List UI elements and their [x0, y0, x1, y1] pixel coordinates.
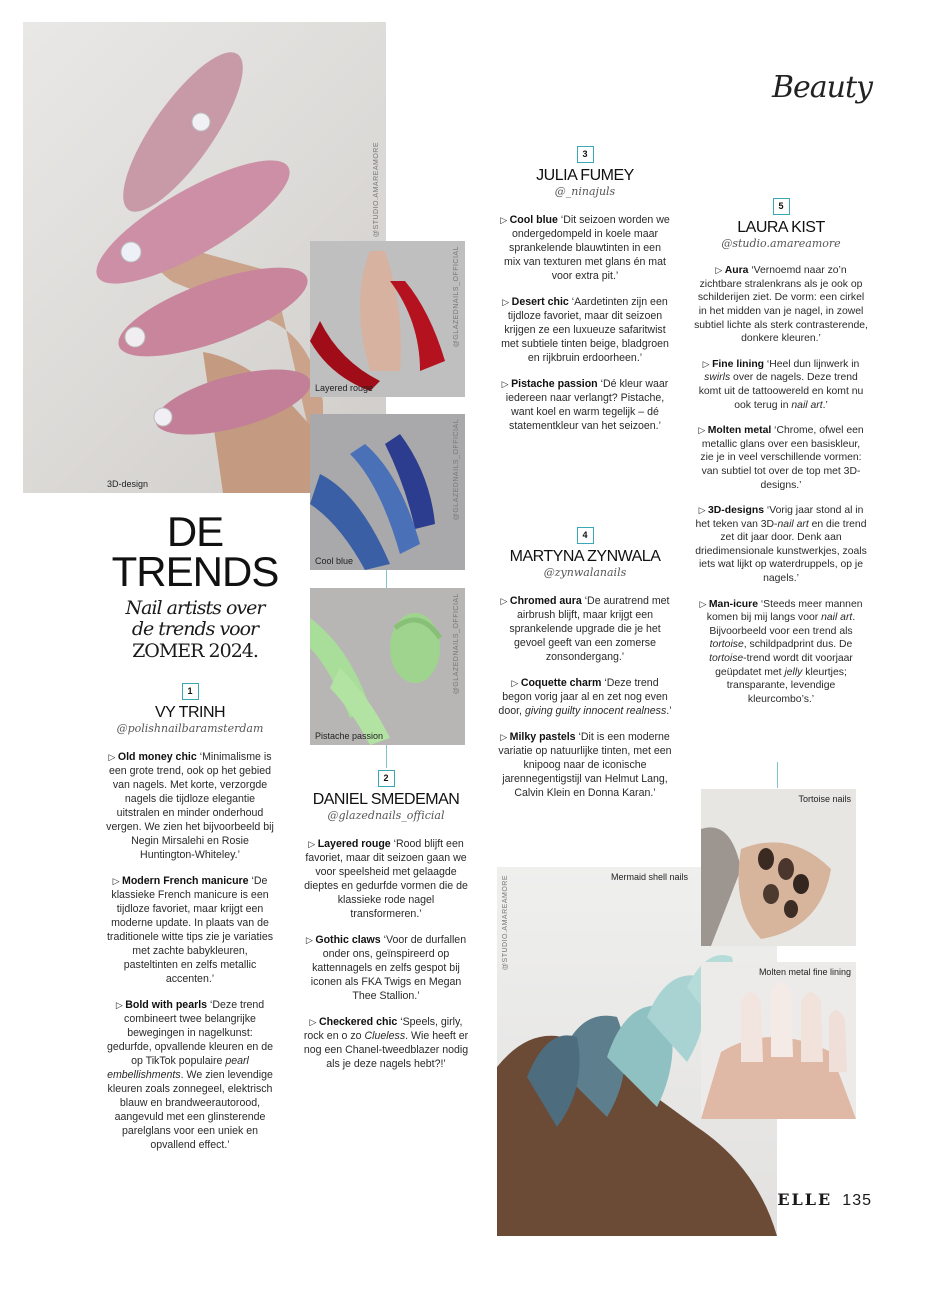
trend-item: ▷ Cool blue ‘Dit seizoen worden we ondergedompeld in koele maar sprankelende blauwtinten in een mix van texturen met glans én mat voor extra pit.’ [500, 214, 670, 282]
headline-line1: DE [166, 508, 224, 555]
nail-illustration [310, 588, 465, 745]
triangle-icon: ▷ [309, 1017, 319, 1027]
triangle-icon: ▷ [308, 839, 318, 849]
triangle-icon: ▷ [501, 379, 512, 389]
triangle-icon: ▷ [702, 358, 713, 369]
trend-item: ▷ Milky pastels ‘Dit is een moderne variatie op natuurlijke tinten, met een knipoog naar de iconische jarennegentigstijl van Helmut Lang, Calvin Klein en Donna Karan.’ [498, 731, 672, 799]
photo-cool-blue [310, 414, 465, 570]
triangle-icon: ▷ [511, 678, 521, 688]
artist-4-column [497, 527, 673, 812]
artist-3-column [500, 146, 670, 445]
caption-molten-metal: Molten metal fine lining [758, 967, 851, 977]
trend-item: ▷ Modern French manicure ‘De klassieke French manicure is een tijdloze favoriet, maar krijgt een moderne update. In plaats van de traditionele witte tips zie je variaties met zachte babykleuren, pasteltinten en zelfs metallic accenten.’ [106, 875, 274, 985]
credit-main-photo: @STUDIO.AMAREAMORE [373, 142, 380, 238]
hand-illustration [701, 962, 856, 1119]
triangle-icon: ▷ [500, 215, 510, 225]
caption-cool-blue: Cool blue [315, 556, 354, 566]
artist-handle: @studio.amareamore [721, 236, 841, 250]
nail-illustration [310, 241, 465, 397]
headline-sub1: Nail artists over [125, 597, 265, 619]
triangle-icon: ▷ [698, 505, 709, 516]
artist-handle: @glazednails_official [327, 809, 445, 822]
footer-folio [777, 1190, 872, 1210]
artist-number-badge: 2 [378, 770, 395, 787]
triangle-icon: ▷ [502, 297, 512, 307]
headline-block [104, 508, 286, 662]
trend-item: ▷ Coquette charm ‘Deze trend begon vorig jaar al en zet nog even door, giving guilty innocent realness.’ [498, 677, 672, 717]
section-title: Beauty [771, 70, 872, 105]
credit-pistache-passion: @GLAZEDNAILS_OFFICIAL [453, 593, 460, 695]
trend-item: ▷ Desert chic ‘Aardetinten zijn een tijdloze favoriet, maar dit seizoen krijgen ze een luxueuze safaritwist met subtiele tinten beige, bladgroen en rijkbruin erdoorheen.’ [501, 296, 669, 364]
artist-handle: @_ninajuls [554, 185, 616, 198]
footer-brand: ELLE [777, 1190, 833, 1209]
artist-name: LAURA KIST [737, 219, 825, 236]
photo-pistache-passion [310, 588, 465, 745]
caption-tortoise-nails: Tortoise nails [798, 794, 851, 804]
trend-item: ▷ Bold with pearls ‘Deze trend combineert twee belangrijke bewegingen in nagelkunst: gedurfde, opvallende kleuren en de op TikTok populaire pearl embellishments. We zien levendige kleuren zoals zonnegeel, elektrisch blauw en brandweerautorood, aangevuld met een glinsterende parelglans voor een uniek en opvallend effect.’ [106, 999, 274, 1151]
triangle-icon: ▷ [112, 876, 122, 886]
headline-line2: TRENDS [111, 548, 279, 595]
headline-sub3: ZOMER 2024. [132, 640, 258, 662]
artist-1-column [104, 683, 276, 1164]
triangle-icon: ▷ [108, 752, 118, 762]
caption-mermaid-shell-nails: Mermaid shell nails [611, 872, 689, 882]
trend-item: ▷ Chromed aura ‘De auratrend met airbrush blijft, maar krijgt een sprankelende upgrade die je het gevoel geeft van een zomerse zonsondergang.’ [500, 595, 670, 663]
credit-layered-rouge: @GLAZEDNAILS_OFFICIAL [453, 246, 460, 348]
triangle-icon: ▷ [500, 732, 510, 742]
footer-page-number: 135 [842, 1192, 872, 1209]
photo-molten-metal-fine-lining [701, 962, 856, 1119]
artist-handle: @zynwalanails [543, 566, 627, 579]
credit-cool-blue: @GLAZEDNAILS_OFFICIAL [453, 419, 460, 521]
artist-5-column [694, 198, 868, 718]
nail-illustration [310, 414, 465, 570]
artist-number-badge: 5 [773, 198, 790, 215]
trend-item: ▷ Fine lining ‘Heel dun lijnwerk in swirls over de nagels. Deze trend komt uit de tattoowereld en komt nu ook terug in nail art.’ [698, 358, 864, 411]
artist-number-badge: 4 [577, 527, 594, 544]
trend-item: ▷ Checkered chic ‘Speels, girly, rock en o zo Clueless. Wie heeft er nog een Chanel-tweedblazer nodig als je deze nagels hebt?!’ [303, 1016, 469, 1070]
trend-item: ▷ 3D-designs ‘Vorig jaar stond al in het teken van 3D-nail art en die trend zet dit jaar door. Denk aan driedimensionale kunstwerkjes, zoals iets wat lijkt op waterdruppels, op je nagels.’ [695, 505, 867, 585]
credit-mermaid-photo: @STUDIO.AMAREAMORE [502, 875, 509, 971]
triangle-icon: ▷ [699, 598, 709, 609]
hand-illustration [701, 789, 856, 946]
artist-name: VY TRINH [154, 704, 226, 721]
artist-name: DANIEL SMEDEMAN [312, 791, 460, 808]
artist-name: JULIA FUMEY [536, 167, 634, 184]
photo-layered-rouge [310, 241, 465, 397]
headline-sub2: de trends voor [131, 618, 259, 640]
connector-line [386, 570, 387, 588]
artist-handle: @polishnailbaramsterdam [116, 722, 264, 735]
triangle-icon: ▷ [305, 935, 316, 945]
artist-number-badge: 3 [577, 146, 594, 163]
trend-item: ▷ Gothic claws ‘Voor de durfallen onder ons, geïnspireerd op kattennagels en zelfs gespot bij iconen als FKA Twigs en Megan Thee Stallion.’ [305, 934, 467, 1002]
trend-item: ▷ Old money chic ‘Minimalisme is een grote trend, ook op het gebied van nagels. Met korte, verzorgde nagels die tijdloze elegantie uitstralen en minder onderhoud vergen. We zien het bijvoorbeeld bij Negin Mirsalehi en Rosie Huntington-Whiteley.’ [106, 751, 274, 861]
artist-2-column [302, 770, 470, 1083]
connector-line [777, 762, 778, 788]
caption-pistache-passion: Pistache passion [315, 731, 384, 741]
triangle-icon: ▷ [698, 425, 708, 436]
triangle-icon: ▷ [115, 1000, 126, 1010]
triangle-icon: ▷ [715, 265, 725, 276]
triangle-icon: ▷ [500, 596, 510, 606]
trend-item: ▷ Pistache passion ‘Dé kleur waar iedereen naar verlangt? Pistache, want koel en warm tegelijk – dé statementkleur van het seizoen.’ [501, 378, 669, 432]
connector-line [386, 745, 387, 768]
trend-item: ▷ Aura ‘Vernoemd naar zo’n zichtbare stralenkrans als je ook op schilderijen ziet. De vorm: een cirkel in het midden van je nagel, in zowel subtiel lichte als sterk contrasterende, donkere kleuren.’ [694, 265, 868, 345]
trend-item: ▷ Man-icure ‘Steeds meer mannen komen bij mij langs voor nail art. Bijvoorbeeld voor een trend als tortoise, schildpadprint dus. De tortoise-trend wordt dit voorjaar geüpdatet met jelly kleurtjes; transparante, levendige kleurcombo’s.’ [699, 598, 863, 705]
trend-item: ▷ Molten metal ‘Chrome, ofwel een metallic glans over een basiskleur, zie je in veel verschillende vormen: van subtiel tot over de top met 3D-designs.’ [698, 425, 864, 491]
caption-3d-design: 3D-design [107, 479, 149, 489]
artist-number-badge: 1 [182, 683, 199, 700]
artist-name: MARTYNA ZYNWALA [509, 548, 661, 565]
photo-tortoise-nails [701, 789, 856, 946]
trend-item: ▷ Layered rouge ‘Rood blijft een favoriet, maar dit seizoen gaan we voor speelsheid met gelaagde dieptes en gedurfde vormen die de klassieke rode nagel transformeren.’ [304, 838, 468, 920]
caption-layered-rouge: Layered rouge [315, 383, 374, 393]
